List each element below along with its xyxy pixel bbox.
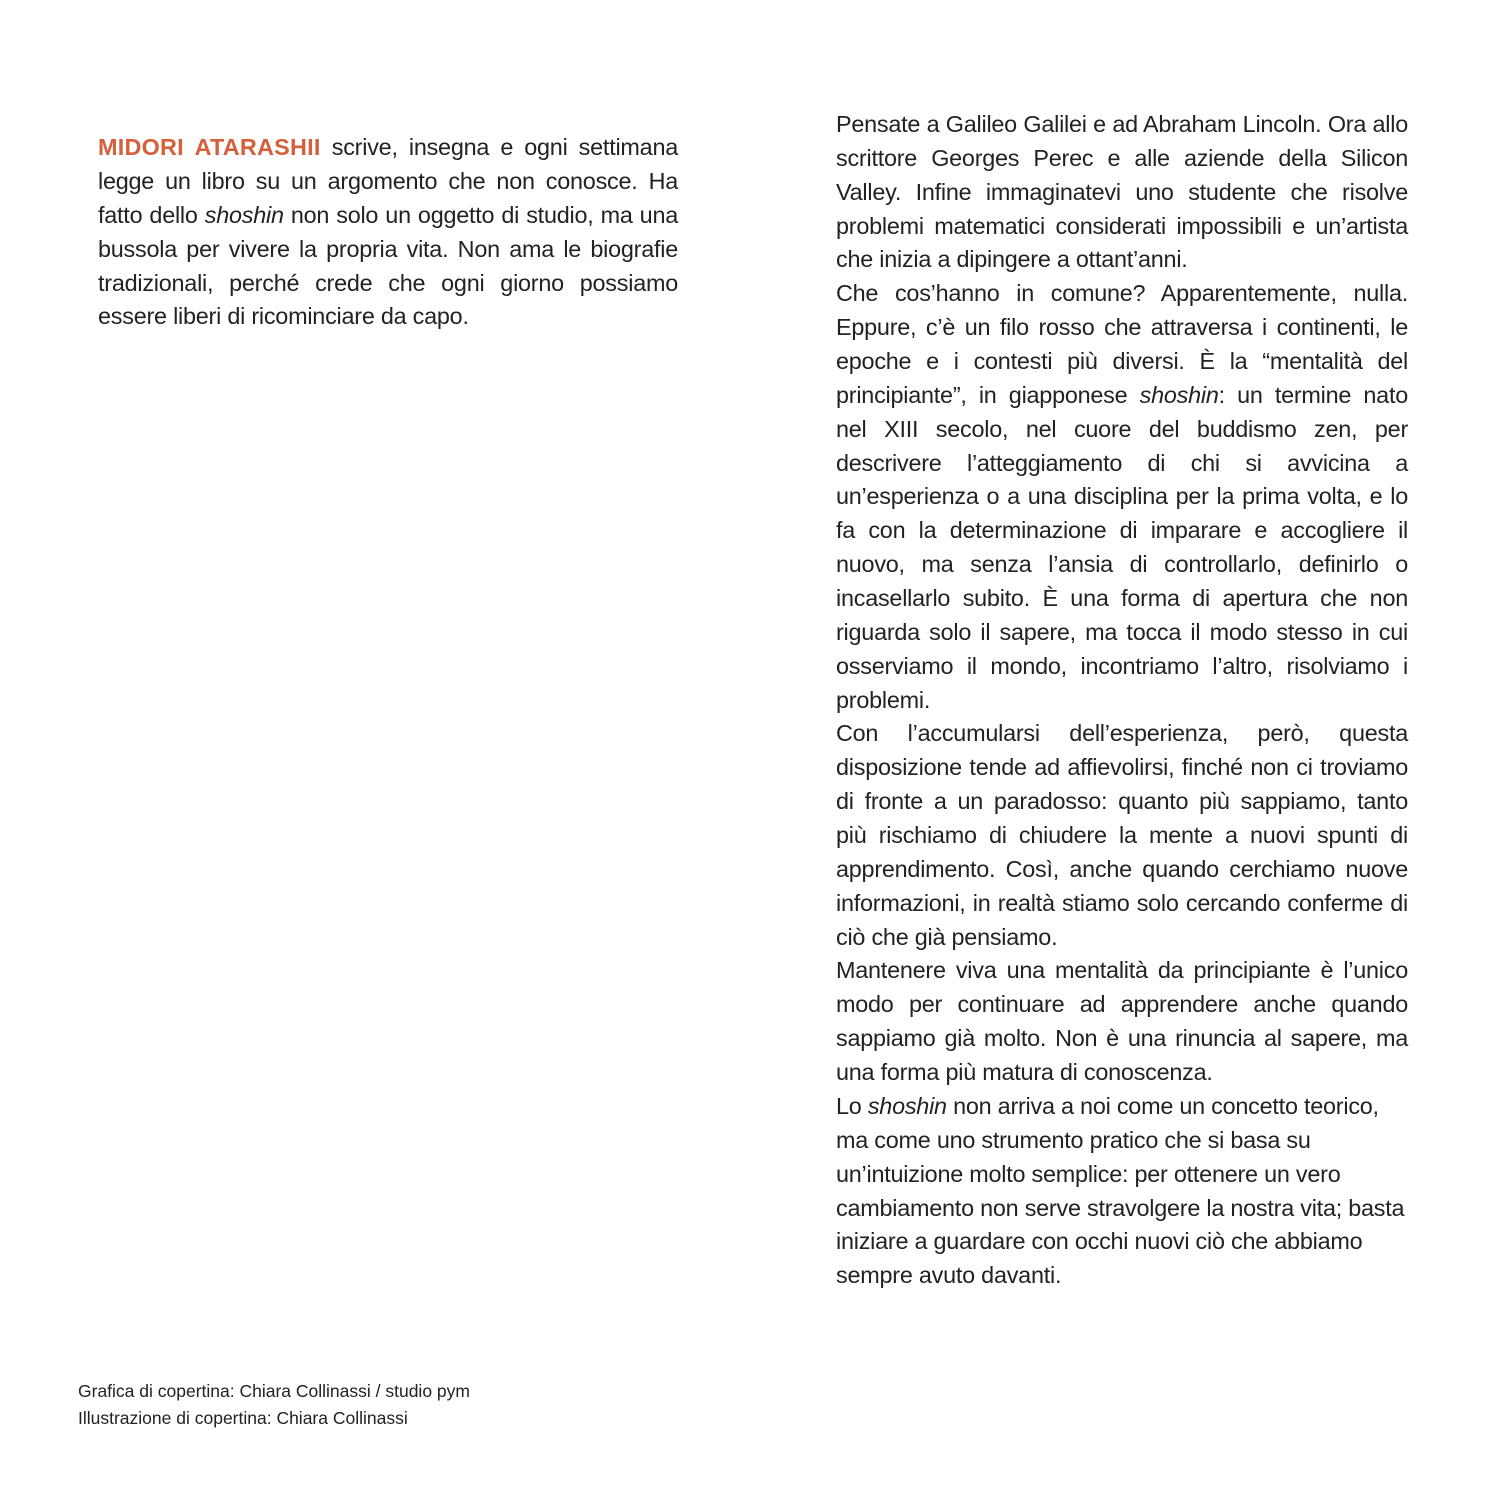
blurb-italic-term-shoshin-2: shoshin — [867, 1092, 947, 1119]
blurb-paragraph-2 — [836, 277, 1408, 717]
blurb-paragraph-2-part-b: : un termine nato nel XIII secolo, nel cuore del buddismo zen, per descrivere l’atteggiamento di chi si avvicina a un’esperienza o a una disciplina per la prima volta, e lo fa con la determinazione di imparare e accogliere il nuovo, ma senza l’ansia di controllarlo, definirlo o incasellarlo subito. È una forma di apertura che non riguarda solo il sapere, ma tocca il modo stesso in cui osserviamo il mondo, incontriamo l’altro, risolviamo i problemi. — [836, 381, 1408, 713]
author-bio-text-part-2: non solo un oggetto di studio, ma una bussola per vivere la propria vita. Non ama le biografie tradizionali, perché crede che ogni giorno possiamo essere liberi di ricominciare da capo. — [98, 202, 679, 330]
author-name: MIDORI ATARASHII — [98, 134, 321, 161]
blurb-column — [836, 108, 1408, 1293]
author-bio-paragraph — [98, 131, 678, 334]
blurb-paragraph-5-part-b: non arriva a noi come un concetto teorico, ma come uno strumento pratico che si basa su un’intuizione molto semplice: per ottenere un vero cambiamento non serve stravolgere la nostra vita; basta iniziare a guardare con occhi nuovi ciò che abbiamo sempre avuto davanti. — [836, 1092, 1405, 1289]
colophon-cover-design: Grafica di copertina: Chiara Collinassi / studio pym — [78, 1381, 470, 1401]
colophon — [78, 1378, 778, 1431]
blurb-paragraph-4: Mantenere viva una mentalità da principiante è l’unico modo per continuare ad apprendere anche quando sappiamo già molto. Non è una rinuncia al sapere, ma una forma più matura di conoscenza. — [836, 957, 1408, 1086]
author-bio-text-part-1: scrive, insegna e ogni settimana legge un libro su un argomento che non conosce. Ha fatto dello — [98, 134, 678, 229]
blurb-paragraph-5-part-a: Lo — [836, 1092, 868, 1119]
blurb-paragraph-3: Con l’accumularsi dell’esperienza, però, questa disposizione tende ad affievolirsi, finché non ci troviamo di fronte a un paradosso: quanto più sappiamo, tanto più rischiamo di chiudere la mente a nuovi spunti di apprendimento. Così, anche quando cerchiamo nuove informazioni, in realtà stiamo solo cercando conferme di ciò che già pensiamo. — [836, 720, 1408, 950]
blurb-paragraph-1: Pensate a Galileo Galilei e ad Abraham Lincoln. Ora allo scrittore Georges Perec e alle aziende della Silicon Valley. Infine immaginatevi uno studente che risolve problemi matematici considerati impossibili e un’artista che inizia a dipingere a ottant’anni. — [836, 111, 1408, 273]
blurb-italic-term-shoshin-1: shoshin — [1139, 381, 1219, 408]
colophon-cover-illustration: Illustrazione di copertina: Chiara Collinassi — [78, 1407, 408, 1428]
author-bio-column — [98, 108, 678, 358]
blurb-paragraph-2-part-a: Che cos’hanno in comune? Apparentemente, nulla. Eppure, c’è un filo rosso che attraversa i continenti, le epoche e i contesti più diversi. È la “mentalità del principiante”, in giapponese — [836, 280, 1408, 408]
blurb-paragraph-5 — [836, 1090, 1408, 1293]
author-bio-italic-term: shoshin — [204, 202, 284, 229]
